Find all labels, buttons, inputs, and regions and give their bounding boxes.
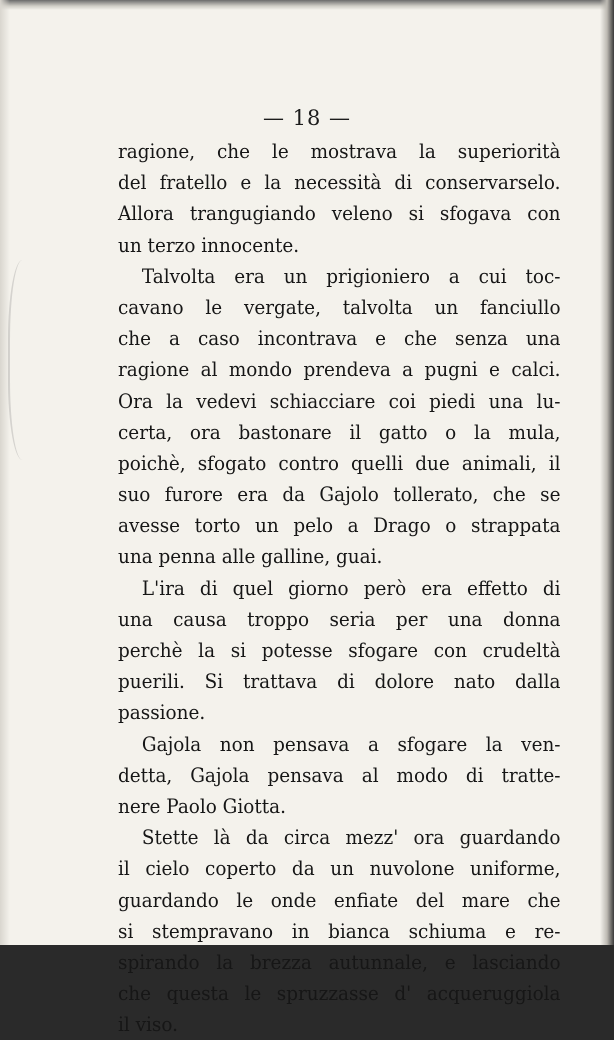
text-line: che a caso incontrava e che senza una [118, 326, 561, 351]
page-number: — 18 — [262, 106, 352, 130]
text-line: il cielo coperto da un nuvolone uniforme, [118, 856, 561, 881]
text-line: guardando le onde enfiate del mare che [118, 887, 561, 912]
text-line: si stempravano in bianca schiuma e re- [118, 918, 561, 943]
page-left-edge [0, 0, 10, 945]
text-line: Talvolta era un prigioniero a cui toc- [141, 263, 561, 288]
text-line: detta, Gajola pensava al modo di tratte- [118, 762, 561, 787]
text-line: L'ira di quel giorno però era effetto di [141, 575, 561, 600]
text-line: spirando la brezza autunnale, e lasciando [118, 949, 561, 974]
text-line: il viso. [118, 1012, 178, 1037]
page-top-shadow [0, 0, 614, 10]
text-line: perchè la si potesse sfogare con crudeltà [118, 638, 561, 662]
text-line: Gajola non pensava a sfogare la ven- [141, 731, 561, 756]
text-line: Allora trangugiando veleno si sfogava con [118, 201, 561, 226]
text-line: del fratello e la necessità di conservarselo. [118, 170, 561, 195]
text-line: una causa troppo seria per una donna [118, 606, 561, 631]
text-line: avesse torto un pelo a Drago o strappata [118, 513, 561, 538]
text-line: certa, ora bastonare il gatto o la mula, [118, 419, 561, 444]
text-line: puerili. Si trattava di dolore nato dalla [118, 669, 561, 694]
text-line: un terzo innocente. [118, 232, 300, 257]
text-line: poichè, sfogato contro quelli due animali, il [118, 450, 561, 475]
page-right-edge [600, 0, 614, 945]
text-line: cavano le vergate, talvolta un fanciullo [118, 294, 561, 319]
text-line: suo furore era da Gajolo tollerato, che se [118, 482, 561, 507]
text-line: passione. [118, 700, 206, 725]
text-line: Stette là da circa mezz' ora guardando [141, 825, 561, 850]
text-line: nere Paolo Giotta. [118, 793, 286, 818]
text-line: che questa le spruzzasse d' acqueruggiola [118, 981, 561, 1006]
text-line: una penna alle galline, guai. [118, 544, 383, 569]
bleed-through-mark [8, 260, 44, 460]
text-line: ragione, che le mostrava la superiorità [118, 139, 561, 163]
text-line: ragione al mondo prendeva a pugni e calci. [118, 357, 561, 382]
body-text [118, 136, 561, 1040]
text-line: Ora la vedevi schiacciare coi piedi una lu- [118, 388, 561, 413]
